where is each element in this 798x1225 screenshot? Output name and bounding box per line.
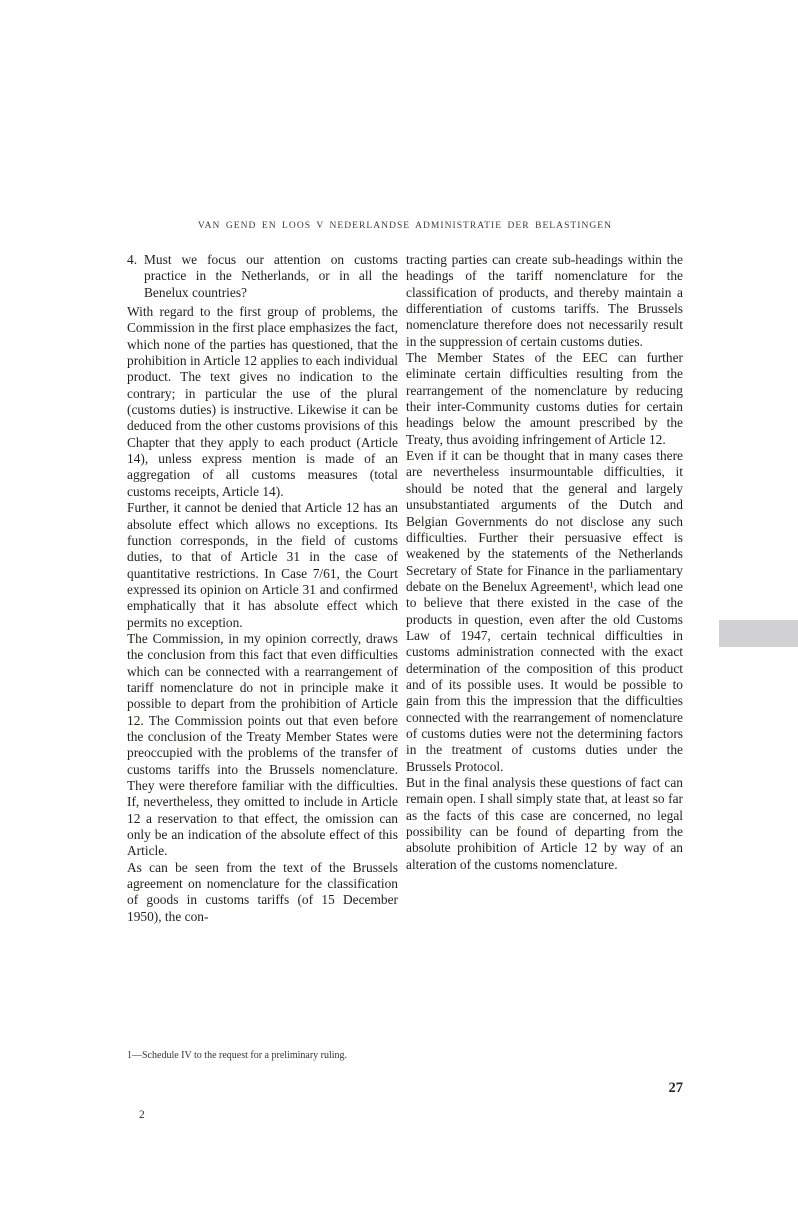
- paragraph: But in the final analysis these questions of fact can remain open. I shall simply state that, at least so far as the facts of this case are concerned, no legal possibility can be found of departing from the absolute prohibition of Article 12 by way of an alteration of the customs nomenclature.: [406, 775, 683, 872]
- numbered-question: [127, 252, 398, 301]
- footnote: 1—Schedule IV to the request for a preliminary ruling.: [127, 1050, 348, 1061]
- text-columns: [127, 252, 683, 925]
- question-text: Must we focus our attention on customs practice in the Netherlands, or in all the Benelux countries?: [144, 252, 398, 300]
- paragraph: Further, it cannot be denied that Article 12 has an absolute effect which allows no exceptions. Its function corresponds, in the field of customs duties, to that of Article 31 in the case of quantitative restrictions. In Case 7/61, the Court expressed its opinion on Article 31 and confirmed emphatically that it has absolute effect which permits no exception.: [127, 500, 398, 630]
- left-column: [127, 252, 398, 925]
- page-number: 27: [668, 1080, 683, 1096]
- page-edge-tab-marker: [719, 620, 798, 647]
- paragraph: tracting parties can create sub-headings within the headings of the tariff nomenclature for the classification of products, and thereby maintain a differentiation of customs tariffs. The Brussels nomenclature therefore does not necessarily result in the suppression of certain customs duties.: [406, 252, 683, 349]
- question-number: 4.: [127, 252, 138, 267]
- right-column: [406, 252, 683, 925]
- sheet-number: 2: [139, 1109, 145, 1121]
- paragraph: As can be seen from the text of the Brussels agreement on nomenclature for the classification of goods in customs tariffs (of 15 December 1950), the con-: [127, 859, 398, 924]
- paragraph: The Member States of the EEC can further eliminate certain difficulties resulting from the rearrangement of the nomenclature by reducing their inter-Community customs duties for certain headings below the amount prescribed by the Treaty, thus avoiding infringement of Article 12.: [406, 350, 683, 447]
- paragraph: Even if it can be thought that in many cases there are nevertheless insurmountable difficulties, it should be noted that the general and largely unsubstantiated arguments of the Dutch and Belgian Governments do not disclose any such difficulties. Further their persuasive effect is weakened by the statements of the Netherlands Secretary of State for Finance in the parliamentary debate on the Benelux Agreement¹, which lead one to believe that there existed in the case of the products in question, even after the old Customs Law of 1947, certain technical difficulties in customs administration connected with the exact determination of the composition of this product and of its possible uses. It would be possible to gain from this the impression that the difficulties connected with the rearrangement of nomenclature of customs duties were not the determining factors in the treatment of customs duties under the Brussels Protocol.: [406, 448, 683, 774]
- paragraph: With regard to the first group of problems, the Commission in the first place emphasizes the fact, which none of the parties has questioned, that the prohibition in Article 12 applies to each individual product. The text gives no indication to the contrary; in particular the use of the plural (customs duties) is instructive. Likewise it can be deduced from the other customs provisions of this Chapter that they apply to each product (Article 14), unless express mention is made of an aggregation of all customs measures (total customs receipts, Article 14).: [127, 304, 398, 499]
- paragraph: The Commission, in my opinion correctly, draws the conclusion from this fact that even difficulties which can be connected with a rearrangement of tariff nomenclature do not in principle make it possible to depart from the prohibition of Article 12. The Commission points out that even before the conclusion of the Treaty Member States were preoccupied with the problems of the transfer of customs tariffs into the Brussels nomenclature. They were therefore familiar with the difficulties. If, nevertheless, they omitted to include in Article 12 a reservation to that effect, the omission can only be an indication of the absolute effect of this Article.: [127, 630, 398, 859]
- running-head: VAN GEND EN LOOS V NEDERLANDSE ADMINISTRATIE DER BELASTINGEN: [197, 221, 613, 231]
